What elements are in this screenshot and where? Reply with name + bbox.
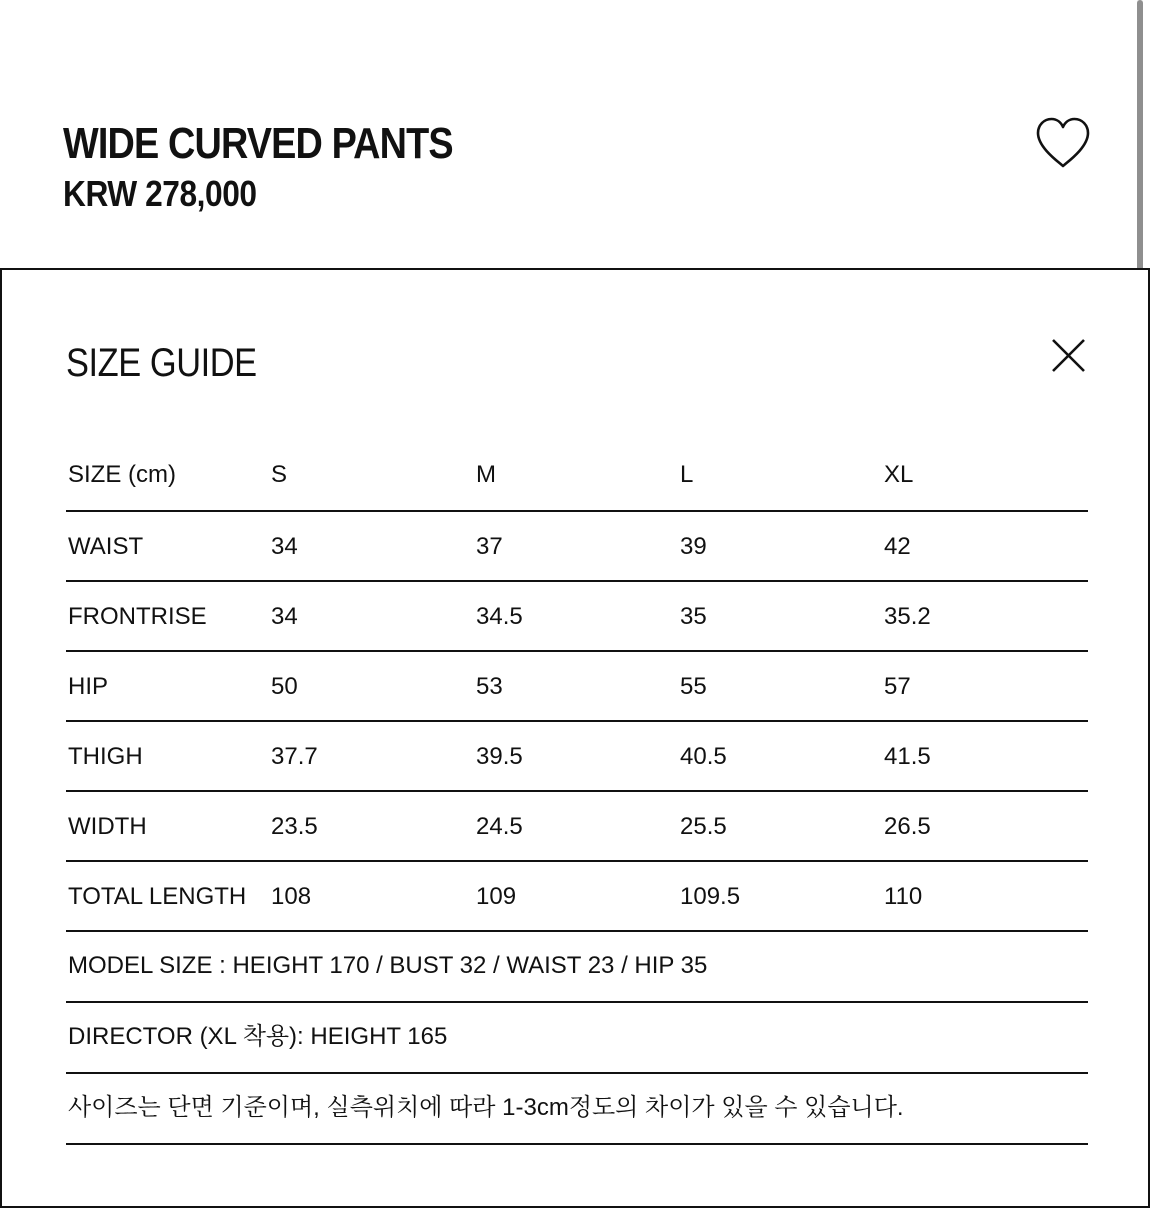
table-cell: 34 (271, 533, 298, 560)
measurement-disclaimer (66, 1074, 1088, 1145)
table-header-row (66, 440, 1088, 512)
table-cell: 34.5 (476, 603, 523, 630)
table-cell: 108 (271, 883, 312, 910)
table-row-frontrise (66, 582, 1088, 652)
row-label: FRONTRISE (68, 603, 207, 630)
table-cell: 37.7 (271, 743, 318, 770)
table-cell: 37 (476, 533, 503, 560)
row-label: WAIST (68, 533, 144, 560)
row-label: TOTAL LENGTH (68, 883, 247, 910)
table-row-waist (66, 512, 1088, 582)
table-row-width (66, 792, 1088, 862)
table-cell: 110 (884, 883, 923, 910)
size-guide-panel (0, 268, 1150, 1208)
row-label: THIGH (68, 743, 143, 770)
heart-outline-icon (1034, 116, 1092, 170)
column-header-m: M (476, 461, 496, 488)
table-cell: 23.5 (271, 813, 318, 840)
director-size-note (66, 1003, 1088, 1074)
table-cell: 55 (680, 673, 707, 700)
wishlist-button[interactable] (1034, 116, 1092, 170)
table-cell: 35.2 (884, 603, 931, 630)
table-cell: 109.5 (680, 883, 741, 910)
table-cell: 40.5 (680, 743, 727, 770)
director-size-text: DIRECTOR (XL 착용): HEIGHT 165 (68, 1023, 448, 1050)
table-cell: 39.5 (476, 743, 523, 770)
product-header (0, 0, 1152, 268)
close-icon (1046, 334, 1090, 378)
table-cell: 42 (884, 533, 911, 560)
table-cell: 50 (271, 673, 298, 700)
model-size-text: MODEL SIZE : HEIGHT 170 / BUST 32 / WAIST 23 / HIP 35 (68, 952, 708, 979)
size-table (66, 440, 1088, 1145)
measurement-disclaimer-text: 사이즈는 단면 기준이며, 실측위치에 따라 1-3cm정도의 차이가 있을 수 있습니다. (68, 1094, 904, 1121)
row-label: HIP (68, 673, 109, 700)
table-cell: 25.5 (680, 813, 727, 840)
row-label: WIDTH (68, 813, 147, 840)
table-cell: 41.5 (884, 743, 931, 770)
table-row-total-length (66, 862, 1088, 932)
column-header-s: S (271, 461, 288, 488)
table-row-hip (66, 652, 1088, 722)
table-cell: 39 (680, 533, 707, 560)
close-button[interactable] (1046, 334, 1090, 378)
product-price: KRW 278,000 (63, 173, 257, 214)
table-cell: 34 (271, 603, 298, 630)
table-row-thigh (66, 722, 1088, 792)
model-size-note (66, 932, 1088, 1003)
column-header-l: L (680, 461, 694, 488)
table-cell: 35 (680, 603, 707, 630)
table-cell: 53 (476, 673, 503, 700)
table-cell: 26.5 (884, 813, 931, 840)
product-title: WIDE CURVED PANTS (63, 119, 453, 168)
column-header-xl: XL (884, 461, 914, 488)
table-cell: 24.5 (476, 813, 523, 840)
size-guide-title: SIZE GUIDE (66, 341, 257, 385)
table-cell: 57 (884, 673, 911, 700)
table-cell: 109 (476, 883, 517, 910)
column-header-size: SIZE (cm) (68, 461, 176, 488)
